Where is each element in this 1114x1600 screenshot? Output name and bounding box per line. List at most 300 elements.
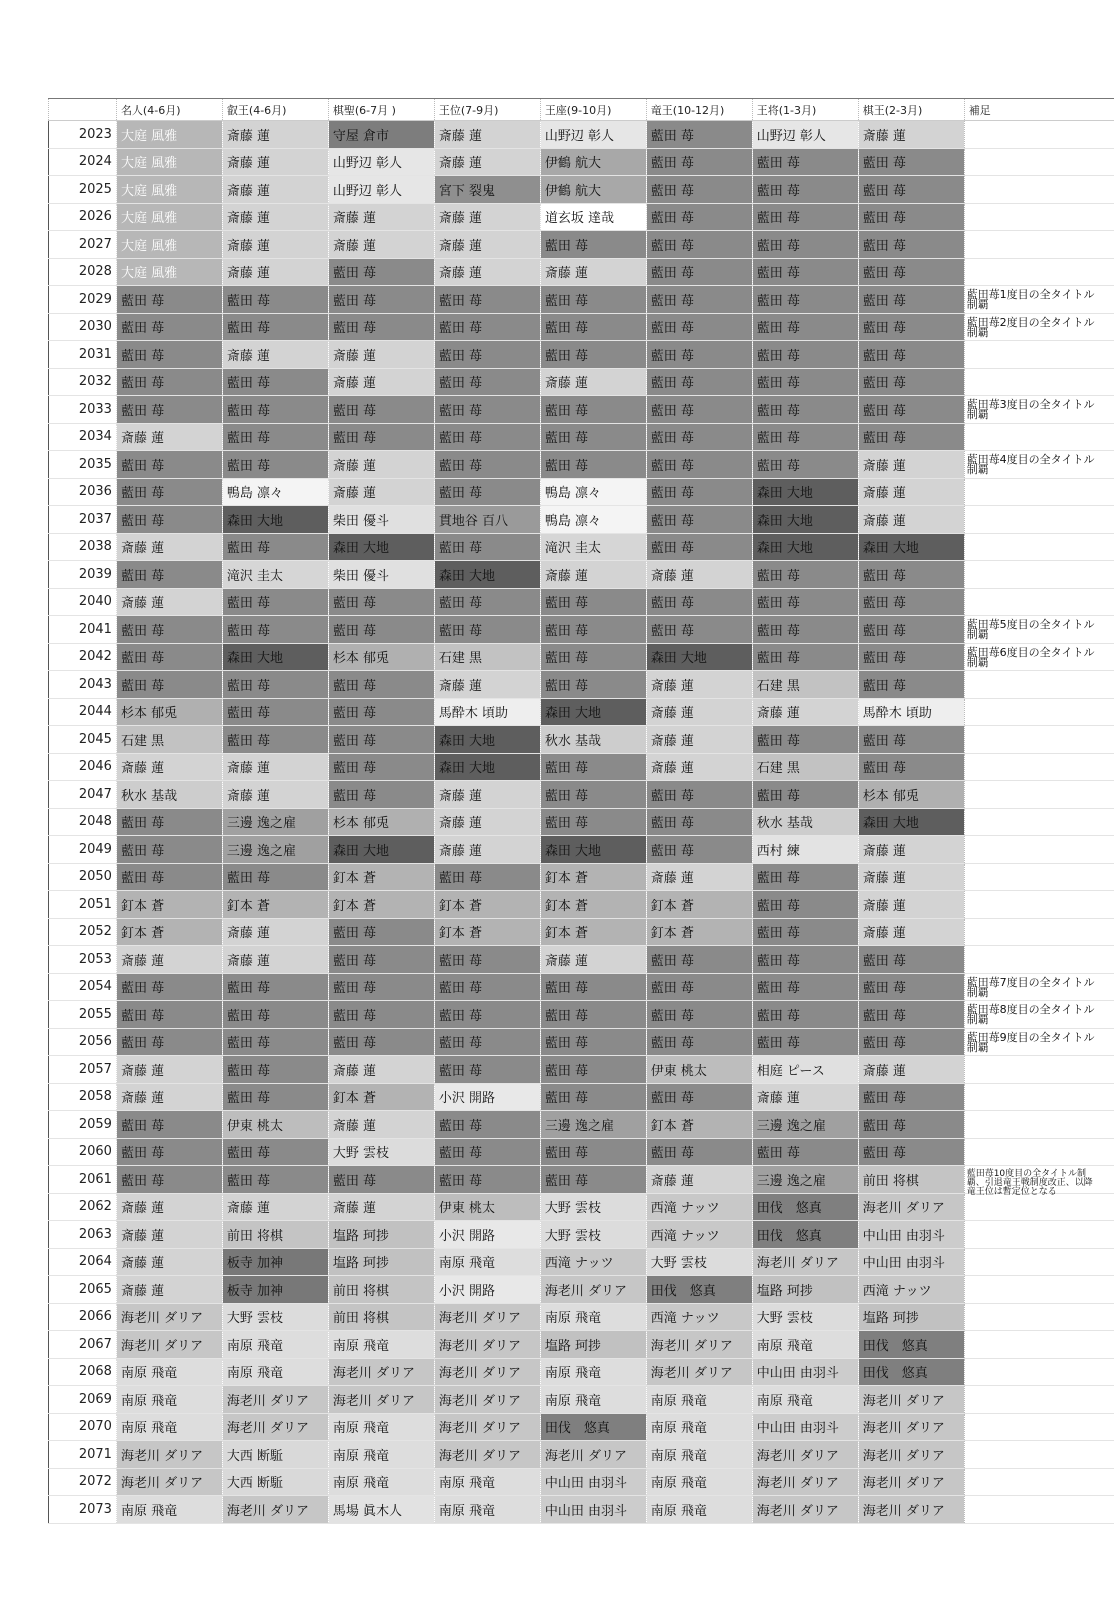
holder-cell: 斎藤 蓮 <box>646 1166 752 1194</box>
table-row <box>49 506 1114 534</box>
holder-cell: 三邊 逸之雇 <box>752 1111 858 1139</box>
holder-cell: 釘本 蒼 <box>646 918 752 946</box>
holder-cell: 南原 飛竜 <box>116 1413 222 1441</box>
holder-cell: 大庭 風雅 <box>116 203 222 231</box>
note-cell <box>964 368 1114 396</box>
holder-cell: 海老川 ダリア <box>752 1441 858 1469</box>
holder-cell: 南原 飛竜 <box>646 1386 752 1414</box>
holder-cell: 藍田 苺 <box>116 1028 222 1056</box>
holder-cell: 藍田 苺 <box>858 643 964 671</box>
table-row <box>49 148 1114 176</box>
year-cell: 2061 <box>49 1166 117 1194</box>
note-cell <box>964 781 1114 809</box>
holder-cell: 斎藤 蓮 <box>540 946 646 974</box>
holder-cell: 前田 将棋 <box>328 1276 434 1304</box>
note-cell <box>964 1138 1114 1166</box>
note-cell <box>964 451 1114 479</box>
holder-cell: 藍田 苺 <box>116 973 222 1001</box>
table-row <box>49 1056 1114 1084</box>
note-cell <box>964 643 1114 671</box>
holder-cell: 藍田 苺 <box>328 588 434 616</box>
holder-cell: 南原 飛竜 <box>222 1331 328 1359</box>
holder-cell: 藍田 苺 <box>646 506 752 534</box>
holder-cell: 海老川 ダリア <box>858 1496 964 1524</box>
holder-cell: 斎藤 蓮 <box>328 1193 434 1221</box>
holder-cell: 藍田 苺 <box>222 1138 328 1166</box>
holder-cell: 斎藤 蓮 <box>646 726 752 754</box>
holder-cell: 斎藤 蓮 <box>222 781 328 809</box>
holder-cell: 斎藤 蓮 <box>222 176 328 204</box>
holder-cell: 藍田 苺 <box>858 671 964 699</box>
holder-cell: 大野 雲枝 <box>752 1303 858 1331</box>
holder-cell: 藍田 苺 <box>858 396 964 424</box>
holder-cell: 森田 大地 <box>752 506 858 534</box>
holder-cell: 海老川 ダリア <box>540 1276 646 1304</box>
holder-cell: 藍田 苺 <box>646 588 752 616</box>
holder-cell: 藍田 苺 <box>222 451 328 479</box>
holder-cell: 藍田 苺 <box>540 1001 646 1029</box>
holder-cell: 海老川 ダリア <box>752 1496 858 1524</box>
holder-cell: 藍田 苺 <box>434 313 540 341</box>
note-cell <box>964 1496 1114 1524</box>
holder-cell: 南原 飛竜 <box>328 1413 434 1441</box>
year-cell: 2040 <box>49 588 117 616</box>
holder-cell: 藍田 苺 <box>752 863 858 891</box>
note-cell <box>964 1221 1114 1249</box>
holder-cell: 藍田 苺 <box>646 533 752 561</box>
note-cell <box>964 1441 1114 1469</box>
holder-cell: 藍田 苺 <box>116 506 222 534</box>
holder-cell: 藍田 苺 <box>752 148 858 176</box>
table-row <box>49 561 1114 589</box>
holder-cell: 中山田 由羽斗 <box>540 1468 646 1496</box>
holder-cell: 板寺 加神 <box>222 1276 328 1304</box>
holder-cell: 藍田 苺 <box>752 423 858 451</box>
table-row <box>49 231 1114 259</box>
holder-cell: 中山田 由羽斗 <box>858 1248 964 1276</box>
holder-cell: 藍田 苺 <box>646 286 752 314</box>
holder-cell: 藍田 苺 <box>540 286 646 314</box>
header-notes: 補足 <box>964 99 1114 121</box>
holder-cell: 藍田 苺 <box>222 1056 328 1084</box>
holder-cell: 秋水 基哉 <box>116 781 222 809</box>
table-row <box>49 918 1114 946</box>
note-cell <box>964 616 1114 644</box>
holder-cell: 藍田 苺 <box>328 946 434 974</box>
holder-cell: 海老川 ダリア <box>222 1496 328 1524</box>
holder-cell: 藍田 苺 <box>646 1001 752 1029</box>
year-cell: 2025 <box>49 176 117 204</box>
header-corner <box>49 99 117 121</box>
holder-cell: 海老川 ダリア <box>434 1358 540 1386</box>
holder-cell: 藍田 苺 <box>540 1028 646 1056</box>
holder-cell: 藍田 苺 <box>646 121 752 149</box>
holder-cell: 大庭 風雅 <box>116 176 222 204</box>
table-row <box>49 368 1114 396</box>
holder-cell: 藍田 苺 <box>858 203 964 231</box>
note-cell <box>964 533 1114 561</box>
holder-cell: 大野 雲枝 <box>646 1248 752 1276</box>
holder-cell: 杉本 郁兎 <box>328 808 434 836</box>
note-cell <box>964 1056 1114 1084</box>
holder-cell: 大庭 風雅 <box>116 121 222 149</box>
holder-cell: 藍田 苺 <box>434 616 540 644</box>
holder-cell: 石建 黒 <box>752 671 858 699</box>
holder-cell: 西滝 ナッツ <box>646 1221 752 1249</box>
table-row <box>49 973 1114 1001</box>
note-cell <box>964 891 1114 919</box>
holder-cell: 藍田 苺 <box>646 616 752 644</box>
holder-cell: 藍田 苺 <box>858 368 964 396</box>
holder-cell: 藍田 苺 <box>646 836 752 864</box>
holder-cell: 中山田 由羽斗 <box>752 1358 858 1386</box>
holder-cell: 斎藤 蓮 <box>116 1248 222 1276</box>
year-cell: 2052 <box>49 918 117 946</box>
year-cell: 2042 <box>49 643 117 671</box>
holder-cell: 藍田 苺 <box>540 231 646 259</box>
holder-cell: 斎藤 蓮 <box>222 341 328 369</box>
note-cell <box>964 1331 1114 1359</box>
holder-cell: 斎藤 蓮 <box>116 1221 222 1249</box>
title-holders-table <box>48 98 1114 1524</box>
table-row <box>49 1413 1114 1441</box>
holder-cell: 藍田 苺 <box>752 973 858 1001</box>
note-cell <box>964 231 1114 259</box>
holder-cell: 斎藤 蓮 <box>646 753 752 781</box>
year-cell: 2041 <box>49 616 117 644</box>
table-row <box>49 1358 1114 1386</box>
note-cell <box>964 423 1114 451</box>
holder-cell: 藍田 苺 <box>328 698 434 726</box>
holder-cell: 大庭 風雅 <box>116 148 222 176</box>
holder-cell: 藍田 苺 <box>752 341 858 369</box>
holder-cell: 三邊 逸之雇 <box>752 1166 858 1194</box>
holder-cell: 斎藤 蓮 <box>328 478 434 506</box>
table-row <box>49 836 1114 864</box>
holder-cell: 藍田 苺 <box>116 1166 222 1194</box>
holder-cell: 藍田 苺 <box>646 396 752 424</box>
holder-cell: 森田 大地 <box>646 643 752 671</box>
holder-cell: 藍田 苺 <box>116 396 222 424</box>
holder-cell: 藍田 苺 <box>540 1138 646 1166</box>
holder-cell: 森田 大地 <box>222 643 328 671</box>
holder-cell: 藍田 苺 <box>328 781 434 809</box>
holder-cell: 藍田 苺 <box>540 671 646 699</box>
holder-cell: 斎藤 蓮 <box>328 1111 434 1139</box>
holder-cell: 藍田 苺 <box>328 753 434 781</box>
year-cell: 2063 <box>49 1221 117 1249</box>
holder-cell: 道玄坂 達哉 <box>540 203 646 231</box>
holder-cell: 中山田 由羽斗 <box>752 1413 858 1441</box>
holder-cell: 藍田 苺 <box>328 1166 434 1194</box>
holder-cell: 藍田 苺 <box>540 341 646 369</box>
holder-cell: 藍田 苺 <box>858 1111 964 1139</box>
holder-cell: 藍田 苺 <box>752 286 858 314</box>
holder-cell: 藍田 苺 <box>222 1166 328 1194</box>
holder-cell: 藍田 苺 <box>858 313 964 341</box>
holder-cell: 藍田 苺 <box>434 478 540 506</box>
holder-cell: 大野 雲枝 <box>328 1138 434 1166</box>
holder-cell: 藍田 苺 <box>434 1111 540 1139</box>
header-eiou: 叡王(4-6月) <box>222 99 328 121</box>
holder-cell: 藍田 苺 <box>646 258 752 286</box>
note-cell <box>964 863 1114 891</box>
holder-cell: 藍田 苺 <box>646 1083 752 1111</box>
year-cell: 2032 <box>49 368 117 396</box>
holder-cell: 杉本 郁兎 <box>858 781 964 809</box>
table-row <box>49 643 1114 671</box>
year-cell: 2044 <box>49 698 117 726</box>
note-cell <box>964 588 1114 616</box>
holder-cell: 海老川 ダリア <box>752 1468 858 1496</box>
year-cell: 2030 <box>49 313 117 341</box>
holder-cell: 塩路 珂捗 <box>752 1276 858 1304</box>
holder-cell: 藍田 苺 <box>646 176 752 204</box>
year-cell: 2055 <box>49 1001 117 1029</box>
note-cell <box>964 946 1114 974</box>
holder-cell: 釘本 蒼 <box>328 863 434 891</box>
table-row <box>49 726 1114 754</box>
note-cell <box>964 1276 1114 1304</box>
holder-cell: 藍田 苺 <box>116 561 222 589</box>
note-cell <box>964 918 1114 946</box>
holder-cell: 南原 飛竜 <box>328 1468 434 1496</box>
holder-cell: 斎藤 蓮 <box>752 698 858 726</box>
holder-cell: 森田 大地 <box>222 506 328 534</box>
holder-cell: 斎藤 蓮 <box>116 1083 222 1111</box>
holder-cell: 南原 飛竜 <box>752 1331 858 1359</box>
note-cell <box>964 258 1114 286</box>
holder-cell: 藍田 苺 <box>858 561 964 589</box>
table-row <box>49 671 1114 699</box>
year-cell: 2039 <box>49 561 117 589</box>
holder-cell: 前田 将棋 <box>222 1221 328 1249</box>
year-cell: 2031 <box>49 341 117 369</box>
holder-cell: 藍田 苺 <box>540 451 646 479</box>
holder-cell: 藍田 苺 <box>328 616 434 644</box>
holder-cell: 西村 練 <box>752 836 858 864</box>
holder-cell: 藍田 苺 <box>116 341 222 369</box>
year-cell: 2043 <box>49 671 117 699</box>
holder-cell: 斎藤 蓮 <box>116 423 222 451</box>
holder-cell: 南原 飛竜 <box>646 1496 752 1524</box>
holder-cell: 藍田 苺 <box>222 1028 328 1056</box>
holder-cell: 藍田 苺 <box>116 1111 222 1139</box>
holder-cell: 三邊 逸之雇 <box>222 836 328 864</box>
holder-cell: 斎藤 蓮 <box>540 368 646 396</box>
year-cell: 2060 <box>49 1138 117 1166</box>
holder-cell: 藍田 苺 <box>540 808 646 836</box>
note-cell <box>964 973 1114 1001</box>
holder-cell: 斎藤 蓮 <box>222 148 328 176</box>
holder-cell: 南原 飛竜 <box>328 1331 434 1359</box>
holder-cell: 藍田 苺 <box>328 918 434 946</box>
holder-cell: 藍田 苺 <box>222 313 328 341</box>
holder-cell: 南原 飛竜 <box>328 1441 434 1469</box>
holder-cell: 藍田 苺 <box>116 478 222 506</box>
holder-cell: 田伐 悠真 <box>858 1358 964 1386</box>
year-cell: 2071 <box>49 1441 117 1469</box>
holder-cell: 滝沢 圭太 <box>540 533 646 561</box>
holder-cell: 藍田 苺 <box>328 671 434 699</box>
holder-cell: 斎藤 蓮 <box>222 753 328 781</box>
holder-cell: 前田 将棋 <box>328 1303 434 1331</box>
holder-cell: 斎藤 蓮 <box>222 231 328 259</box>
holder-cell: 藍田 苺 <box>646 423 752 451</box>
holder-cell: 藍田 苺 <box>646 341 752 369</box>
year-cell: 2024 <box>49 148 117 176</box>
holder-cell: 藍田 苺 <box>646 1028 752 1056</box>
year-cell: 2027 <box>49 231 117 259</box>
holder-cell: 山野辺 彰人 <box>540 121 646 149</box>
holder-cell: 柴田 優斗 <box>328 506 434 534</box>
holder-cell: 藍田 苺 <box>116 808 222 836</box>
holder-cell: 釘本 蒼 <box>328 891 434 919</box>
note-cell <box>964 1083 1114 1111</box>
table-row <box>49 588 1114 616</box>
holder-cell: 藍田 苺 <box>858 148 964 176</box>
table-row <box>49 1166 1114 1194</box>
table-row <box>49 258 1114 286</box>
holder-cell: 相庭 ピース <box>752 1056 858 1084</box>
holder-cell: 藍田 苺 <box>858 258 964 286</box>
holder-cell: 海老川 ダリア <box>646 1358 752 1386</box>
holder-cell: 藍田 苺 <box>328 423 434 451</box>
holder-cell: 海老川 ダリア <box>858 1468 964 1496</box>
holder-cell: 森田 大地 <box>540 836 646 864</box>
holder-cell: 海老川 ダリア <box>222 1386 328 1414</box>
holder-cell: 藍田 苺 <box>540 753 646 781</box>
header-kiou: 棋王(2-3月) <box>858 99 964 121</box>
holder-cell: 三邊 逸之雇 <box>222 808 328 836</box>
holder-cell: 藍田 苺 <box>222 698 328 726</box>
note-cell <box>964 753 1114 781</box>
holder-cell: 南原 飛竜 <box>540 1303 646 1331</box>
holder-cell: 板寺 加神 <box>222 1248 328 1276</box>
holder-cell: 田伐 悠真 <box>540 1413 646 1441</box>
table-row <box>49 891 1114 919</box>
holder-cell: 釘本 蒼 <box>540 863 646 891</box>
holder-cell: 釘本 蒼 <box>646 1111 752 1139</box>
holder-cell: 石建 黒 <box>434 643 540 671</box>
holder-cell: 杉本 郁兎 <box>328 643 434 671</box>
note-cell <box>964 1468 1114 1496</box>
holder-cell: 藍田 苺 <box>328 396 434 424</box>
holder-cell: 藍田 苺 <box>752 561 858 589</box>
holder-cell: 藍田 苺 <box>222 588 328 616</box>
holder-cell: 斎藤 蓮 <box>646 561 752 589</box>
holder-cell: 大西 断駈 <box>222 1441 328 1469</box>
holder-cell: 滝沢 圭太 <box>222 561 328 589</box>
holder-cell: 斎藤 蓮 <box>222 203 328 231</box>
holder-cell: 藍田 苺 <box>222 863 328 891</box>
year-cell: 2066 <box>49 1303 117 1331</box>
note-cell <box>964 1028 1114 1056</box>
holder-cell: 藍田 苺 <box>222 533 328 561</box>
holder-cell: 藍田 苺 <box>116 643 222 671</box>
table-row <box>49 451 1114 479</box>
holder-cell: 海老川 ダリア <box>328 1358 434 1386</box>
holder-cell: 斎藤 蓮 <box>752 1083 858 1111</box>
holder-cell: 斎藤 蓮 <box>328 203 434 231</box>
holder-cell: 前田 将棋 <box>858 1166 964 1194</box>
holder-cell: 藍田 苺 <box>116 286 222 314</box>
note-cell <box>964 396 1114 424</box>
table-row <box>49 946 1114 974</box>
holder-cell: 南原 飛竜 <box>116 1358 222 1386</box>
holder-cell: 海老川 ダリア <box>116 1331 222 1359</box>
holder-cell: 塩路 珂捗 <box>540 1331 646 1359</box>
holder-cell: 藍田 苺 <box>434 1028 540 1056</box>
holder-cell: 藍田 苺 <box>328 313 434 341</box>
holder-cell: 藍田 苺 <box>858 1001 964 1029</box>
year-cell: 2037 <box>49 506 117 534</box>
year-cell: 2036 <box>49 478 117 506</box>
holder-cell: 藍田 苺 <box>116 671 222 699</box>
holder-cell: 斎藤 蓮 <box>858 1056 964 1084</box>
holder-cell: 森田 大地 <box>752 533 858 561</box>
note-cell <box>964 1386 1114 1414</box>
holder-cell: 海老川 ダリア <box>540 1441 646 1469</box>
holder-cell: 斎藤 蓮 <box>858 918 964 946</box>
holder-cell: 伊東 桃太 <box>434 1193 540 1221</box>
holder-cell: 藍田 苺 <box>116 836 222 864</box>
holder-cell: 南原 飛竜 <box>116 1386 222 1414</box>
year-cell: 2023 <box>49 121 117 149</box>
note-cell <box>964 313 1114 341</box>
holder-cell: 斎藤 蓮 <box>116 588 222 616</box>
holder-cell: 藍田 苺 <box>222 616 328 644</box>
holder-cell: 海老川 ダリア <box>116 1468 222 1496</box>
holder-cell: 小沢 開路 <box>434 1083 540 1111</box>
year-cell: 2057 <box>49 1056 117 1084</box>
holder-cell: 馬酔木 頃助 <box>858 698 964 726</box>
holder-cell: 斎藤 蓮 <box>646 863 752 891</box>
holder-cell: 藍田 苺 <box>646 368 752 396</box>
holder-cell: 森田 大地 <box>858 533 964 561</box>
holder-cell: 斎藤 蓮 <box>328 231 434 259</box>
header-meijin: 名人(4-6月) <box>116 99 222 121</box>
table-row <box>49 286 1114 314</box>
holder-cell: 田伐 悠真 <box>752 1193 858 1221</box>
holder-cell: 藍田 苺 <box>434 1001 540 1029</box>
holder-cell: 大野 雲枝 <box>540 1221 646 1249</box>
holder-cell: 斎藤 蓮 <box>858 863 964 891</box>
holder-cell: 藍田 苺 <box>434 863 540 891</box>
holder-cell: 石建 黒 <box>752 753 858 781</box>
note-cell <box>964 808 1114 836</box>
holder-cell: 三邊 逸之雇 <box>540 1111 646 1139</box>
holder-cell: 藍田 苺 <box>328 286 434 314</box>
holder-cell: 西滝 ナッツ <box>858 1276 964 1304</box>
holder-cell: 釘本 蒼 <box>328 1083 434 1111</box>
note-text: 藍田苺7度目の全タイトル制覇 <box>966 975 1095 999</box>
holder-cell: 大庭 風雅 <box>116 231 222 259</box>
holder-cell: 南原 飛竜 <box>434 1468 540 1496</box>
holder-cell: 海老川 ダリア <box>434 1303 540 1331</box>
header-kisei: 棋聖(6-7月 ) <box>328 99 434 121</box>
holder-cell: 藍田 苺 <box>752 643 858 671</box>
holder-cell: 斎藤 蓮 <box>222 258 328 286</box>
year-cell: 2047 <box>49 781 117 809</box>
table-row <box>49 1248 1114 1276</box>
table-row <box>49 1496 1114 1524</box>
note-cell <box>964 1193 1114 1221</box>
holder-cell: 斎藤 蓮 <box>116 1193 222 1221</box>
note-cell <box>964 698 1114 726</box>
holder-cell: 森田 大地 <box>328 533 434 561</box>
holder-cell: 藍田 苺 <box>222 286 328 314</box>
